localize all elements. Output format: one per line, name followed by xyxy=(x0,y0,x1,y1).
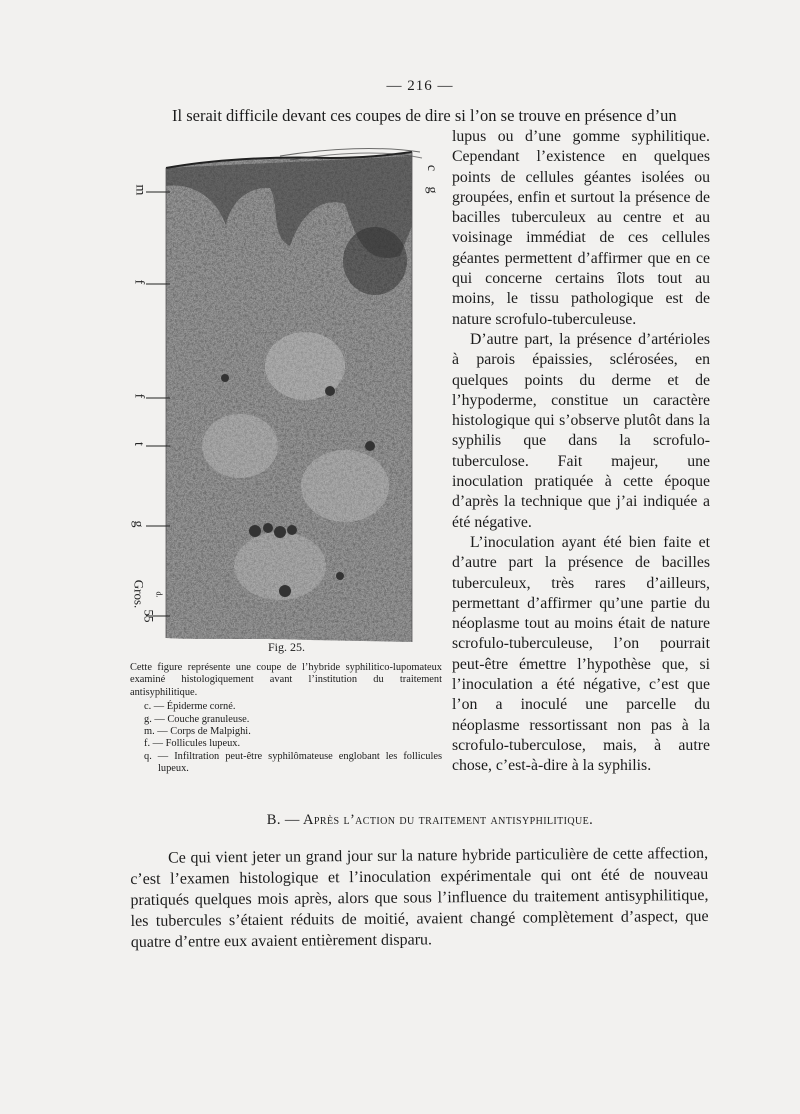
label-m: m xyxy=(132,184,148,196)
label-g-bottom: g xyxy=(130,520,146,528)
label-t: t xyxy=(130,442,146,446)
label-f1: f xyxy=(131,279,147,285)
figure-title: Fig. 25. xyxy=(268,640,306,654)
label-g-top: g xyxy=(424,186,440,194)
label-f2: f xyxy=(131,393,147,399)
figure-caption xyxy=(130,662,442,776)
page-number: — 216 — xyxy=(386,78,454,94)
paragraph: Ce qui vient jeter un grand jour sur la nature hybride particulière de cette affection, c’est l’examen histologique et l’inoculation expérimentale qui ont été de nouveau pratiqués quelques mois après, alors que sous l’influence du traitement antisyphilitique, les tubercules s’étaient réduits de moitié, avaient changé complètement d’aspect, que quatre d’entre eux avaient entièrement disparu. xyxy=(130,844,709,951)
paragraph: D’autre part, la présence d’artérioles à parois épaissies, sclérosées, en quelques points du derme et de l’hypoderme, constitue un caractère histologique qui s’observe plutôt dans la syphilis que dans la scrofulo-tuberculose. Fait majeur, une inoculation pratiquée à cette époque d’après la technique que j’ai indiquée a été négative. xyxy=(452,330,710,531)
label-gros: Gros. xyxy=(131,579,147,609)
right-column-text xyxy=(452,127,710,777)
histology-illustration xyxy=(130,146,445,646)
legend-item: m. — Corps de Malpighi. xyxy=(144,726,251,738)
legend-item: q. — Infiltration peut-être syphilômateuse englobant les follicules lupeux. xyxy=(144,750,442,775)
histology-figure xyxy=(130,146,445,646)
label-mag-sup: d. xyxy=(154,591,164,598)
legend-item: c. — Épiderme corné. xyxy=(144,701,236,713)
section-body xyxy=(130,843,709,953)
caption-text: Cette figure représente une coupe de l’hybride syphilitico-lupomateux examiné histologiquement avant l’institution du traitement antisyphilitique. xyxy=(130,662,442,698)
intro-line: Il serait difficile devant ces coupes de dire si l’on se trouve en présence d’un xyxy=(172,106,677,125)
figure-legend xyxy=(130,701,442,775)
section-heading: B. — Après l’action du traitement antisyphilitique. xyxy=(266,812,594,828)
label-magnification: 55 xyxy=(141,609,157,623)
label-c: c xyxy=(424,164,440,172)
paragraph: L’inoculation ayant été bien faite et d’autre part la présence de bacilles tuberculeux, très rares d’ailleurs, permettant d’affirmer qu’une partie du néoplasme tout au moins était de nature scrofulo-tuberculeuse, l’on pourrait peut-être émettre l’hypothèse que, si l’inoculation a été négative, c’est que l’on a inoculé une parcelle du néoplasme ressortissant non pas à la scrofulo-tuberculose, mais, à autre chose, c’est-à-dire à la syphilis. xyxy=(452,533,710,775)
legend-item: g. — Couche granuleuse. xyxy=(144,713,250,725)
paragraph: lupus ou d’une gomme syphilitique. Cependant l’existence en quelques points de cellules géantes isolées ou groupées, enfin et surtout la présence de bacilles tuberculeux au centre et au voisinage immédiat de ces cellules géantes permettent d’affirmer que en ce qui concerne certains îlots tout au moins, le tissu pathologique est de nature scrofulo-tuberculeuse. xyxy=(452,128,710,328)
legend-item: f. — Follicules lupeux. xyxy=(144,738,241,750)
